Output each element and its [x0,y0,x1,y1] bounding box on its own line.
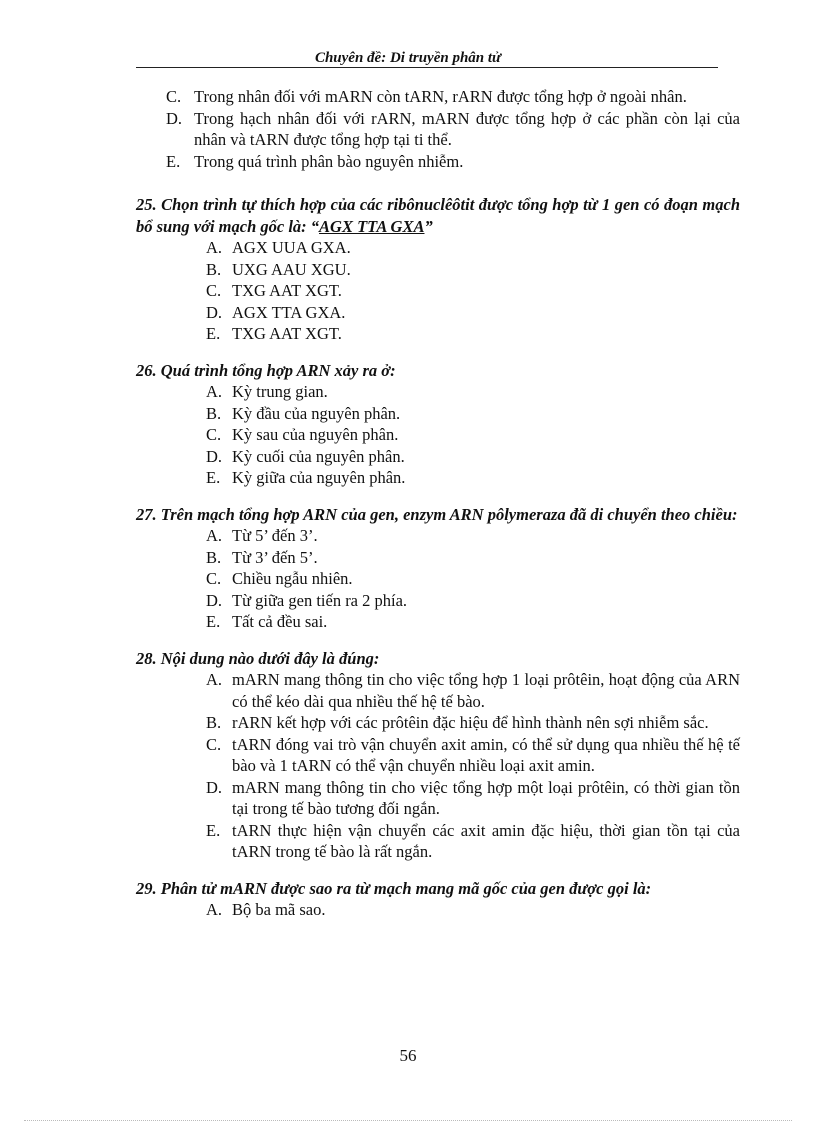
answer-key: E. [206,324,221,343]
answer-c [136,734,740,777]
answer-key: E. [206,820,221,840]
answer-d [136,446,740,468]
answer-text: mARN mang thông tin cho việc tổng hợp một loại prôtêin, có thời gian tồn tại trong tế bào tương đối ngắn. [232,777,740,818]
question-text: 26. Quá trình tổng hợp ARN xảy ra ở: [136,360,396,380]
answer-key: A. [206,900,223,919]
answer-d [136,302,740,324]
answer-text: Kỳ đầu của nguyên phân. [232,403,401,423]
answer-text: Tất cả đều sai. [232,612,328,631]
answer-d [136,590,740,612]
answer-text: Kỳ giữa của nguyên phân. [232,468,406,487]
answer-text: AGX TTA GXA. [232,302,346,322]
previous-question-options [136,86,740,172]
page-number: 56 [399,1046,417,1065]
answer-text: Kỳ trung gian. [232,382,328,401]
answer-text: Từ 3’ đến 5’. [232,547,318,567]
answer-text: Kỳ sau của nguyên phân. [232,425,399,444]
answer-key: B. [206,259,222,279]
answer-key: D. [206,590,223,610]
answer-key: B. [206,547,222,567]
answer-a [136,669,740,712]
page-bottom-edge [24,1120,792,1121]
answer-b [136,403,740,425]
answer-key: A. [206,526,223,545]
option-text: Trong hạch nhân đối với rARN, mARN được tổng hợp ở các phần còn lại của nhân và tARN được tổng hợp tại ti thể. [194,108,740,149]
answer-e [136,323,740,345]
answer-text: Từ 5’ đến 3’. [232,526,318,545]
question-27 [136,504,740,633]
page-content [136,86,740,921]
option-key: C. [166,87,182,106]
answer-b [136,259,740,281]
option-text: Trong nhân đối với mARN còn tARN, rARN được tổng hợp ở ngoài nhân. [194,87,687,106]
option-d [136,108,740,151]
answer-b [136,712,740,734]
answer-text: tARN thực hiện vận chuyển các axit amin đặc hiệu, thời gian tồn tại của tARN trong tế bào là rất ngắn. [232,820,740,861]
sequence: AGX TTA GXA [319,216,425,236]
answer-e [136,611,740,633]
running-header: Chuyên đề: Di truyền phân tử [314,50,502,66]
answer-text: TXG AAT XGT. [232,281,342,300]
answer-text: mARN mang thông tin cho việc tổng hợp 1 loại prôtêin, hoạt động của ARN có thể kéo dài qua nhiều thế hệ tế bào. [232,670,740,711]
answer-b [136,547,740,569]
answer-text: AGX UUA GXA. [232,238,351,257]
answer-key: C. [206,281,222,300]
answer-e [136,820,740,863]
answer-key: D. [206,777,223,797]
answer-key: A. [206,238,223,257]
answer-key: B. [206,713,222,732]
answer-key: D. [206,302,223,322]
answer-d [136,777,740,820]
answer-c [136,568,740,590]
answer-a [136,381,740,403]
answer-key: C. [206,734,222,754]
answer-text: Kỳ cuối của nguyên phân. [232,446,405,466]
option-key: E. [166,151,181,171]
answer-key: E. [206,468,221,487]
answer-key: B. [206,403,222,423]
answer-a [136,525,740,547]
answer-a [136,899,740,921]
answer-text: TXG AAT XGT. [232,324,342,343]
answer-key: C. [206,425,222,444]
answer-key: A. [206,382,223,401]
answer-e [136,467,740,489]
question-26 [136,360,740,489]
question-text: 25. Chọn trình tự thích hợp của các ribônuclêôtit được tổng hợp từ 1 gen có đoạn mạch bổ sung với mạch gốc là: “AGX TTA GXA” [136,195,740,236]
option-e [136,151,740,173]
header-rule [136,67,718,68]
answer-key: D. [206,446,223,466]
answer-text: Bộ ba mã sao. [232,900,326,919]
question-text: 29. Phân tử mARN được sao ra từ mạch mang mã gốc của gen được gọi là: [136,878,652,898]
option-key: D. [166,108,183,128]
answer-text: tARN đóng vai trò vận chuyển axit amin, có thể sử dụng qua nhiều thế hệ tế bào và 1 tARN có thể vận chuyển nhiều loại axit amin. [232,734,740,775]
question-text: 27. Trên mạch tổng hợp ARN của gen, enzym ARN pôlymeraza đã di chuyển theo chiều: [136,504,738,524]
question-28 [136,648,740,863]
answer-c [136,280,740,302]
answer-text: rARN kết hợp với các prôtêin đặc hiệu để hình thành nên sợi nhiễm sắc. [232,713,709,732]
answer-c [136,424,740,446]
answer-a [136,237,740,259]
question-text: 28. Nội dung nào dưới đây là đúng: [136,648,380,668]
option-text: Trong quá trình phân bào nguyên nhiễm. [194,151,464,171]
answer-key: A. [206,670,223,689]
answer-text: UXG AAU XGU. [232,259,351,279]
answer-key: E. [206,612,221,631]
answer-key: C. [206,569,222,588]
answer-text: Từ giữa gen tiến ra 2 phía. [232,590,408,610]
question-29 [136,878,740,921]
option-c [136,86,740,108]
question-25 [136,194,740,345]
answer-text: Chiều ngẫu nhiên. [232,569,353,588]
